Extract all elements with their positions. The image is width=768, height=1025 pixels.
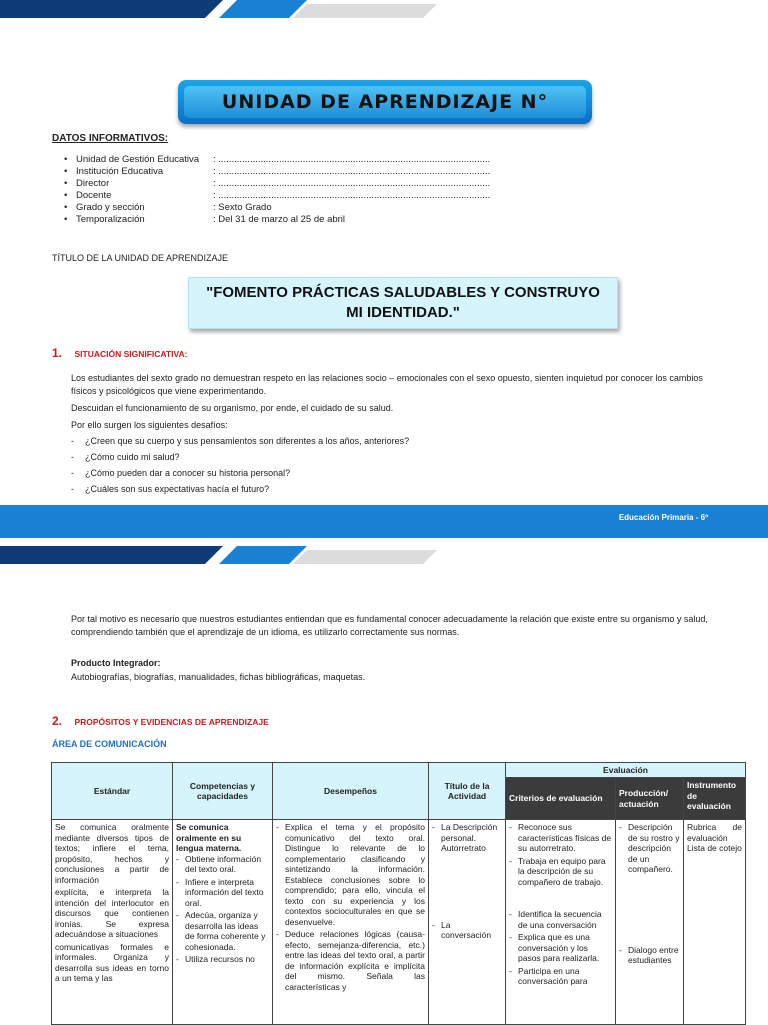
- header-criterios: Criterios de evaluación: [506, 778, 616, 820]
- capacidad-item: - Infiere e interpreta información del texto oral.: [176, 876, 264, 908]
- produccion-cell: [616, 820, 684, 1025]
- situacion-paragraph: Por ello surgen los siguientes desafíos:: [71, 420, 228, 430]
- unit-phrase-box: [188, 277, 618, 329]
- criterio-item: - Identifica la secuencia de una conversación: [509, 909, 602, 930]
- header-evaluacion: Evaluación: [506, 763, 746, 778]
- estandar-cell: Se comunica oralmente mediante diversos tipos de textos; infiere el tema, propósito, hechos y conclusiones a partir de información explícita, e interpreta la intención del interlocutor en discursos que contienen ironías. Se expresa adecuándose a situaciones comunicativas formales e informales. Organiza y desarrolla sus ideas en torno a un tema y las: [52, 820, 173, 1025]
- producto-heading: Producto Integrador:: [71, 658, 161, 668]
- header-instrumento: Instrumento de evaluación: [684, 778, 746, 820]
- criterio-item: - Explica que es una conversación y los pasos para realizarla.: [509, 932, 600, 963]
- desempeno-item: - Explica el tema y el propósito comunicativo del texto oral. Distingue lo relevante de lo complementario clasificando y sintetizando la información. Establece conclusiones sobre lo comprendido; para ello, vincula el texto con su experiencia y los contextos socioculturales en que se desenvuelve.: [276, 822, 425, 927]
- criterio-item: - Trabaja en equipo para la descripción de su compañero de trabajo.: [509, 855, 606, 887]
- evaluation-table: [51, 762, 746, 1025]
- desempeno-item: - Deduce relaciones lógicas (causa-efecto, semejanza-diferencia, etc.) entre las ideas del texto oral, a partir de información explícita e implícita del mismo. Señala las características y: [276, 929, 425, 992]
- produccion-item: - Dialogo entre estudiantes: [619, 944, 679, 965]
- criterio-item: - Reconoce sus características físicas de su autorretrato.: [509, 822, 612, 853]
- capacidad-item: - Utiliza recursos no: [176, 954, 255, 964]
- page2-paragraph: Por tal motivo es necesario que nuestros estudiantes entiendan que es fundamental conocer adecuadamente la relación que existe entre su organismo y salud, comprendiendo también que el aprendizaje de un idioma, es utilizarlo correctamente sus normas.: [71, 614, 708, 637]
- top-banner-page2: [0, 546, 768, 570]
- criterio-item: - Participa en una conversación para: [509, 965, 588, 986]
- header-estandar: Estándar: [52, 763, 173, 820]
- question-item: - ¿Cómo pueden dar a conocer su historia personal?: [71, 468, 291, 478]
- titulo-item: - La Descripción personal. Autorretrato: [432, 822, 498, 853]
- unit-title-text: UNIDAD DE APRENDIZAJE N°: [184, 86, 586, 118]
- header-titulo: Título de la Actividad: [429, 763, 506, 820]
- unit-title-label: TÍTULO DE LA UNIDAD DE APRENDIZAJE: [52, 253, 229, 263]
- area-heading: ÁREA DE COMUNICACIÓN: [52, 739, 167, 749]
- producto-text: Autobiografías, biografías, manualidades, fichas bibliográficas, maquetas.: [71, 672, 366, 682]
- capacidad-item: - Adecúa, organiza y desarrolla las ideas de forma coherente y cohesionada.: [176, 910, 266, 952]
- criterios-cell: [506, 820, 616, 1025]
- situacion-heading: 1. SITUACIÓN SIGNIFICATIVA:: [52, 346, 188, 360]
- section2-heading: 2. PROPÓSITOS Y EVIDENCIAS DE APRENDIZAJE: [52, 714, 269, 728]
- situacion-text: [71, 372, 721, 496]
- situacion-paragraph: Los estudiantes del sexto grado no demuestran respeto en las relaciones socio – emocionales con el sexo opuesto, sienten inquietud por conocer los cambios físicos y psicológicos que viene experimentando.: [71, 373, 703, 396]
- header-desempenos: Desempeños: [273, 763, 429, 820]
- unit-phrase-line2: MI IDENTIDAD.": [346, 304, 460, 321]
- unit-phrase-line1: "FOMENTO PRÁCTICAS SALUDABLES Y CONSTRUYO: [206, 284, 600, 301]
- titulo-item: - La conversación: [432, 919, 492, 940]
- datos-heading: DATOS INFORMATIVOS:: [52, 133, 169, 144]
- question-item: - ¿Cómo cuido mi salud?: [71, 452, 180, 462]
- header-competencias: Competencias y capacidades: [173, 763, 273, 820]
- unit-title-banner: [178, 80, 592, 124]
- produccion-item: - Descripción de su rostro y descripción de un compañero.: [619, 822, 680, 874]
- question-item: - ¿Creen que su cuerpo y sus pensamientos son diferentes a los años, anteriores?: [71, 436, 410, 446]
- situacion-paragraph: Descuidan el funcionamiento de su organismo, por ende, el cuidado de su salud.: [71, 403, 394, 413]
- desempenos-cell: [273, 820, 429, 1025]
- capacidad-item: - Obtiene información del texto oral.: [176, 853, 262, 874]
- top-banner: [0, 0, 768, 24]
- question-item: - ¿Cuáles son sus expectativas hacía el futuro?: [71, 484, 270, 494]
- titulo-cell: [429, 820, 506, 1025]
- competencias-cell: Se comunica oralmente en su lengua materna. - Obtiene información del texto oral. - Infiere e interpreta información del texto oral. - Adecúa, organiza y desarrolla las ideas de forma coherente y cohesionada. - Utiliza recursos no: [173, 820, 273, 1025]
- footer-text: Educación Primaria - 6º: [618, 513, 708, 522]
- instrumento-cell: Rubrica de evaluación Lista de cotejo: [684, 820, 746, 1025]
- header-produccion: Producción/ actuación: [616, 778, 684, 820]
